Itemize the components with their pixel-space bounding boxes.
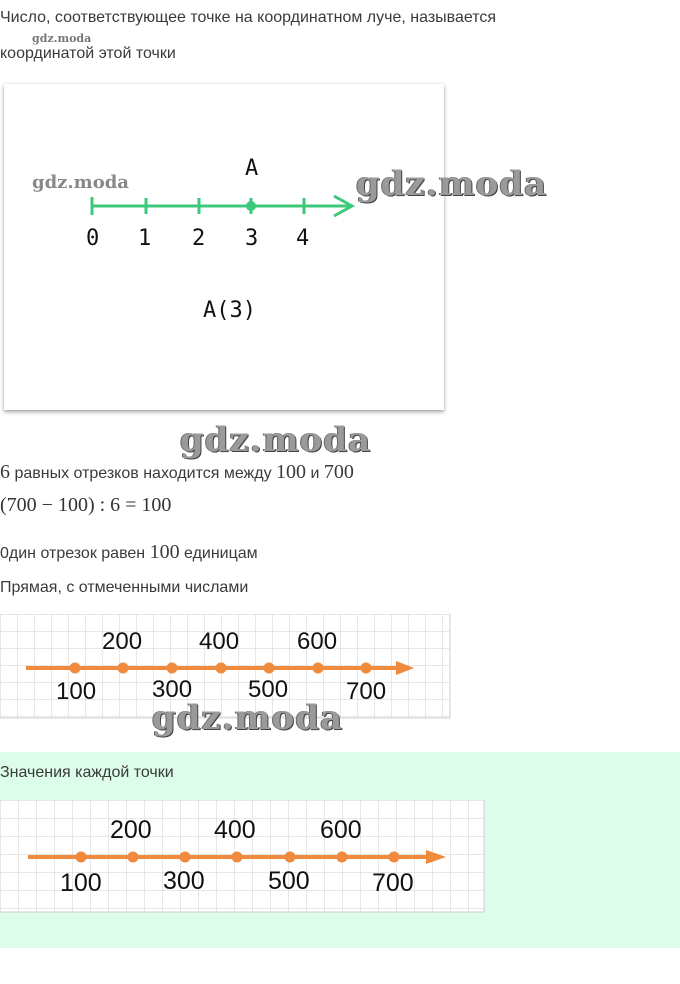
ray-1-point-600	[313, 663, 324, 674]
solution-line-1	[0, 462, 354, 484]
watermark-large-center: gdz.moda	[180, 420, 372, 460]
watermark-figure: gdz.moda	[32, 172, 129, 193]
ray-1-label-700: 700	[346, 678, 387, 705]
ray-2-label-300: 300	[163, 867, 205, 895]
point-caption: A(3)	[203, 298, 256, 323]
ray-2-label-400: 400	[214, 816, 256, 844]
ray-1-point-200	[118, 663, 129, 674]
ray-1-label-100: 100	[56, 678, 97, 705]
ray-1-point-100	[70, 663, 81, 674]
division-formula: (700 − 100) : 6 = 100	[0, 494, 172, 516]
segment-length-text: 0дин отрезок равен	[0, 545, 150, 562]
solution-line-4: Прямая, с отмеченными числами	[0, 579, 249, 596]
solution-line-3	[0, 542, 258, 564]
segments-count: 6	[0, 461, 10, 483]
ray-1-label-400: 400	[199, 628, 240, 655]
ray-1-label-600: 600	[297, 628, 338, 655]
tick-label-3: 3	[245, 226, 259, 251]
segments-from: 100	[276, 461, 307, 483]
ray-1-point-500	[264, 663, 275, 674]
segments-text-b: и	[306, 465, 324, 482]
ray-2-point-100	[76, 852, 87, 863]
tick-label-0: 0	[86, 226, 100, 251]
point-a-marker	[246, 201, 256, 211]
segments-to: 700	[323, 461, 354, 483]
point-a-label: A	[245, 156, 259, 181]
segment-length-unit: единицам	[179, 545, 258, 562]
definition-line-1: Число, соответствующее точке на координатном луче, называется	[0, 9, 497, 26]
ray-1-point-400	[216, 663, 227, 674]
ray-2-point-300	[180, 852, 191, 863]
watermark-small: gdz.moda	[32, 32, 92, 45]
ray-1-label-200: 200	[102, 628, 143, 655]
ray-2-label-700: 700	[372, 869, 414, 897]
ray-1-point-300	[167, 663, 178, 674]
watermark-large-right: gdz.moda	[356, 164, 548, 204]
segment-length-value: 100	[149, 541, 180, 563]
watermark-large-bottom: gdz.moda	[152, 698, 344, 738]
ray-2-label-500: 500	[268, 867, 310, 895]
ray-1-label-500: 500	[248, 676, 289, 703]
coordinate-ray-figure	[0, 0, 680, 420]
segments-text-a: равных отрезков находится между	[10, 465, 277, 482]
ray-1-point-700	[361, 663, 372, 674]
ray-2-point-200	[128, 852, 139, 863]
ray-2-point-400	[232, 852, 243, 863]
ray-2-label-200: 200	[110, 816, 152, 844]
tick-label-1: 1	[138, 226, 152, 251]
answer-title: Значения каждой точки	[0, 764, 174, 781]
ray-2-point-600	[337, 852, 348, 863]
definition-line-2: координатой этой точки	[0, 45, 176, 62]
ray-2-label-600: 600	[320, 816, 362, 844]
ray-2-point-700	[389, 852, 400, 863]
ray-1-label-300: 300	[152, 676, 193, 703]
tick-label-4: 4	[296, 226, 310, 251]
ray-2-label-100: 100	[60, 869, 102, 897]
ray-2-point-500	[285, 852, 296, 863]
tick-label-2: 2	[192, 226, 206, 251]
